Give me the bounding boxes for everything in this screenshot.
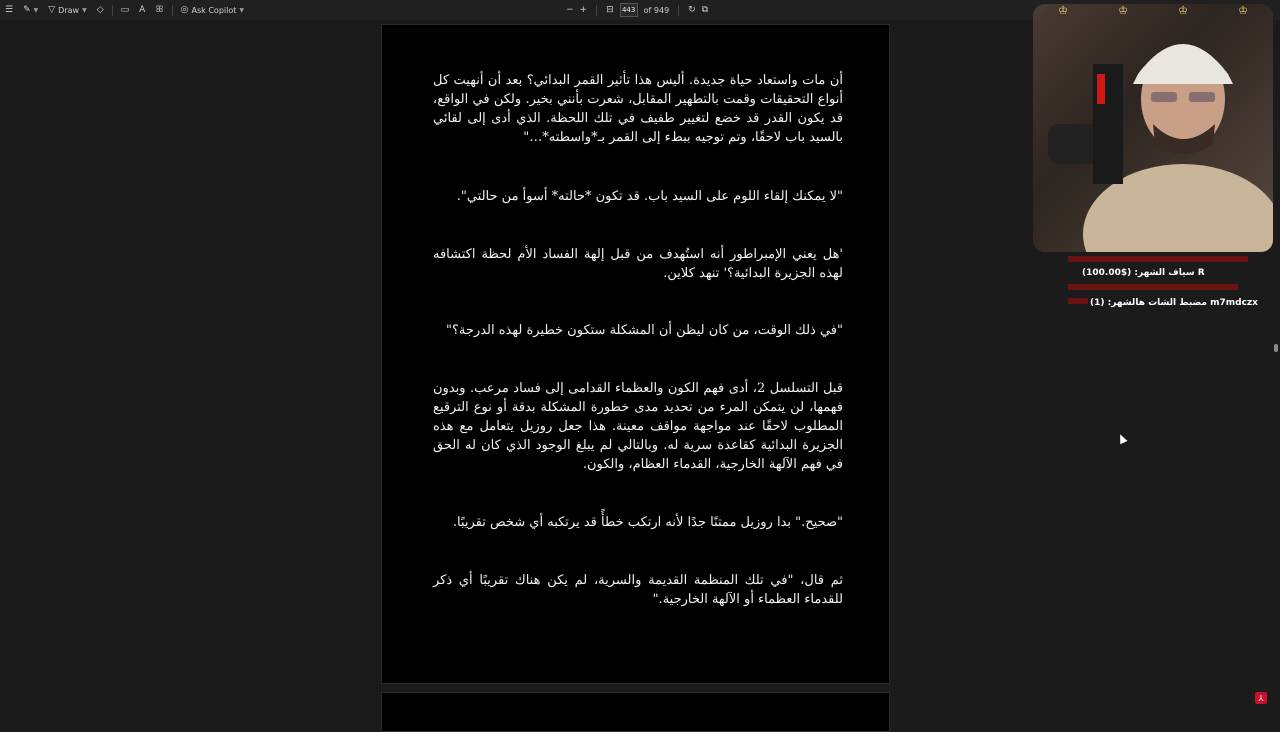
scrollbar-thumb[interactable]	[1274, 344, 1278, 352]
text-format-button[interactable]	[134, 0, 150, 20]
zoom-out-icon[interactable]: −	[566, 4, 574, 15]
paragraph: "لا يمكنك إلقاء اللوم على السيد باب. قد تكون *حالته* أسوأ من حالتي".	[456, 189, 843, 204]
page-number-input[interactable]: 443	[620, 3, 638, 17]
text-format-icon: A	[139, 4, 146, 15]
page-total: of 949	[643, 5, 670, 15]
crown-decorations	[1033, 4, 1273, 20]
menu-button[interactable]	[0, 0, 18, 20]
eraser-button[interactable]	[92, 0, 109, 20]
draw-button[interactable]	[43, 0, 91, 20]
overlay-red-bar	[1068, 256, 1248, 262]
crown-icon: ♔	[1238, 4, 1248, 17]
divider	[678, 5, 679, 16]
crown-icon: ♔	[1058, 4, 1068, 17]
chevron-down-icon: ▼	[239, 6, 245, 14]
text-box-icon: ▭	[120, 4, 130, 15]
crown-icon: ♔	[1118, 4, 1128, 17]
draw-label: Draw	[58, 5, 80, 15]
ask-copilot-label: Ask Copilot	[191, 5, 237, 15]
streamer-figure	[1033, 4, 1273, 252]
paragraph: قبل التسلسل 2، أدى فهم الكون والعظماء القدامى إلى فساد مرعب. وبدون فهمها، لن يتمكن المرء من تحديد مدى خطورة المشكلة بدقة أو نوع الترقيع المطلوب لاحقًا عند مواجهة مواقف معينة. هذا جعل روزيل يتعامل مع هذه الجزيرة البدائية كقاعدة سرية له. وبالتالي لم يبلغ الوجود الذي كان له الحق في فهم الآلهة الخارجية، القدماء العظام، والكون.	[433, 381, 843, 472]
ask-copilot-button[interactable]	[176, 0, 249, 20]
divider	[112, 5, 113, 16]
divider	[172, 5, 173, 16]
rotate-icon[interactable]: ↻	[688, 4, 696, 15]
highlight-button[interactable]	[18, 0, 43, 20]
read-aloud-button[interactable]	[150, 0, 168, 20]
top-donor-text: سياف الشهر: ($100.00) R	[1082, 268, 1205, 278]
paragraph: ثم قال، "في تلك المنظمة القديمة والسرية، لم يكن هناك تقريبًا أي ذكر للقدماء العظماء أو الآلهة الخارجية."	[433, 573, 843, 607]
chevron-down-icon: ▼	[33, 6, 39, 14]
mouse-cursor	[1116, 433, 1127, 445]
chevron-down-icon: ▼	[82, 6, 87, 14]
zoom-in-icon[interactable]: +	[579, 4, 588, 15]
paragraph: أن مات واستعاد حياة جديدة. أليس هذا تأثير القمر البدائي؟ بعد أن أنهيت كل أنواع التحقيقات وقمت بالتطهير المقابل، شعرت بأنني بخير. ولكن في الواقع، قد يكون القدر قد خضع لتغيير طفيف في تلك اللحظة. الذي أدى إلى لقائي بالسيد باب لاحقًا، وتم توجيه ببطء إلى القمر بـ*واسطته*…"	[433, 73, 843, 145]
eraser-icon: ◇	[96, 4, 104, 15]
pdf-icon: ⅄	[1255, 692, 1267, 704]
fit-page-icon[interactable]: ⊟	[606, 4, 614, 15]
paragraph: "في ذلك الوقت، من كان ليظن أن المشكلة ستكون خطيرة لهذه الدرجة؟"	[446, 323, 843, 338]
highlighter-icon: ✎	[23, 4, 31, 15]
overlay-red-bar	[1068, 298, 1088, 304]
text-box-button[interactable]	[116, 0, 135, 20]
copilot-icon: ◎	[180, 4, 189, 15]
read-aloud-icon: ꕥ	[155, 4, 164, 15]
paragraph: 'هل يعني الإمبراطور أنه استُهدف من قبل إلهة الفساد الأم لحظة اكتشافه لهذه الجزيرة البدائية؟' تنهد كلاين.	[433, 247, 843, 281]
pen-icon: ▽	[48, 4, 56, 15]
crown-icon: ♔	[1178, 4, 1188, 17]
list-icon: ☰	[5, 4, 14, 15]
page-controls	[566, 0, 708, 20]
page-view-icon[interactable]: ⧉	[701, 4, 709, 15]
pdf-page-next	[381, 692, 890, 732]
pdf-page	[381, 24, 890, 684]
divider	[596, 5, 597, 16]
overlay-red-bar	[1068, 284, 1238, 290]
paragraph: "صحيح." بدا روزيل ممتنًا جدًا لأنه ارتكب خطأً قد يرتكبه أي شخص تقريبًا.	[452, 515, 843, 530]
webcam-overlay	[1033, 4, 1273, 252]
top-chatter-text: مضبط الشات هالشهر: (1) m7mdczx	[1090, 298, 1258, 308]
